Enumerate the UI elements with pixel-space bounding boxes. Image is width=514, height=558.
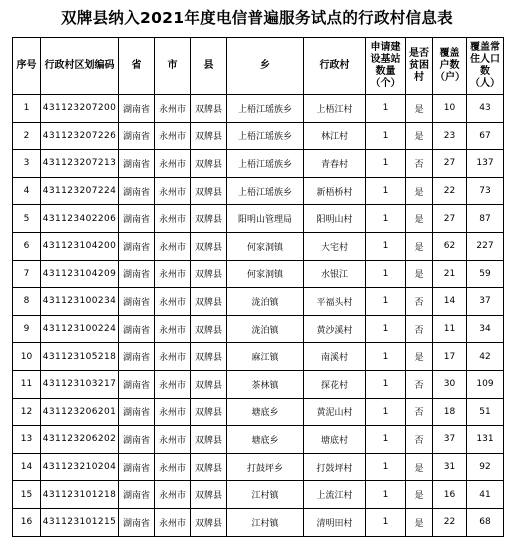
table-row (13, 370, 504, 398)
cell-seq: 5 (13, 205, 41, 233)
cell-county: 双牌县 (191, 315, 227, 343)
cell-code: 431123104209 (41, 260, 119, 288)
cell-code: 431123103217 (41, 370, 119, 398)
cell-households: 10 (433, 95, 467, 123)
cell-city: 永州市 (155, 481, 191, 509)
cell-households: 27 (433, 205, 467, 233)
cell-households: 27 (433, 150, 467, 178)
cell-stations: 1 (366, 232, 406, 260)
header-stations: 申请建设基站数量（个） (366, 38, 406, 95)
cell-county: 双牌县 (191, 398, 227, 426)
cell-township: 塘底乡 (227, 426, 304, 454)
cell-village: 黄沙溪村 (304, 315, 366, 343)
cell-households: 14 (433, 288, 467, 316)
cell-population: 131 (467, 426, 504, 454)
cell-village: 探花村 (304, 370, 366, 398)
header-village: 行政村 (304, 38, 366, 95)
cell-village: 水银江 (304, 260, 366, 288)
cell-province: 湖南省 (119, 232, 155, 260)
cell-stations: 1 (366, 370, 406, 398)
cell-stations: 1 (366, 150, 406, 178)
header-households: 覆盖户数（户） (433, 38, 467, 95)
cell-population: 68 (467, 508, 504, 536)
header-county: 县 (191, 38, 227, 95)
cell-stations: 1 (366, 398, 406, 426)
cell-county: 双牌县 (191, 508, 227, 536)
cell-households: 11 (433, 315, 467, 343)
cell-poor: 是 (406, 205, 433, 233)
cell-seq: 7 (13, 260, 41, 288)
cell-city: 永州市 (155, 205, 191, 233)
cell-stations: 1 (366, 177, 406, 205)
cell-village: 阳明山村 (304, 205, 366, 233)
table-row (13, 343, 504, 371)
cell-township: 阳明山管理局 (227, 205, 304, 233)
cell-stations: 1 (366, 453, 406, 481)
cell-code: 431123210204 (41, 453, 119, 481)
table-row (13, 481, 504, 509)
cell-stations: 1 (366, 481, 406, 509)
cell-city: 永州市 (155, 232, 191, 260)
cell-poor: 是 (406, 508, 433, 536)
cell-poor: 是 (406, 232, 433, 260)
cell-seq: 16 (13, 508, 41, 536)
cell-stations: 1 (366, 288, 406, 316)
cell-seq: 9 (13, 315, 41, 343)
cell-seq: 11 (13, 370, 41, 398)
cell-stations: 1 (366, 260, 406, 288)
cell-village: 平福头村 (304, 288, 366, 316)
cell-county: 双牌县 (191, 453, 227, 481)
cell-code: 431123207213 (41, 150, 119, 178)
cell-seq: 14 (13, 453, 41, 481)
cell-stations: 1 (366, 343, 406, 371)
cell-code: 431123105218 (41, 343, 119, 371)
cell-county: 双牌县 (191, 95, 227, 123)
cell-city: 永州市 (155, 122, 191, 150)
cell-province: 湖南省 (119, 343, 155, 371)
cell-village: 林江村 (304, 122, 366, 150)
cell-population: 87 (467, 205, 504, 233)
cell-township: 泷泊镇 (227, 315, 304, 343)
cell-households: 21 (433, 260, 467, 288)
cell-seq: 6 (13, 232, 41, 260)
cell-stations: 1 (366, 315, 406, 343)
cell-county: 双牌县 (191, 205, 227, 233)
cell-households: 30 (433, 370, 467, 398)
cell-households: 22 (433, 177, 467, 205)
table-row (13, 398, 504, 426)
header-poor: 是否贫困村 (406, 38, 433, 95)
cell-seq: 8 (13, 288, 41, 316)
cell-population: 42 (467, 343, 504, 371)
cell-poor: 是 (406, 453, 433, 481)
cell-households: 22 (433, 508, 467, 536)
cell-city: 永州市 (155, 370, 191, 398)
cell-stations: 1 (366, 508, 406, 536)
cell-village: 南溪村 (304, 343, 366, 371)
cell-population: 43 (467, 95, 504, 123)
cell-village: 上流江村 (304, 481, 366, 509)
table-row (13, 260, 504, 288)
table-row (13, 508, 504, 536)
header-province: 省 (119, 38, 155, 95)
cell-village: 新梧桥村 (304, 177, 366, 205)
cell-code: 431123206202 (41, 426, 119, 454)
cell-seq: 3 (13, 150, 41, 178)
header-seq: 序号 (13, 38, 41, 95)
cell-province: 湖南省 (119, 177, 155, 205)
cell-county: 双牌县 (191, 177, 227, 205)
table-row (13, 315, 504, 343)
cell-county: 双牌县 (191, 288, 227, 316)
cell-county: 双牌县 (191, 426, 227, 454)
cell-county: 双牌县 (191, 260, 227, 288)
table-row (13, 177, 504, 205)
cell-village: 清明田村 (304, 508, 366, 536)
cell-poor: 否 (406, 315, 433, 343)
cell-population: 73 (467, 177, 504, 205)
cell-households: 62 (433, 232, 467, 260)
cell-poor: 是 (406, 343, 433, 371)
cell-township: 上梧江瑶族乡 (227, 150, 304, 178)
cell-households: 23 (433, 122, 467, 150)
cell-city: 永州市 (155, 177, 191, 205)
cell-stations: 1 (366, 122, 406, 150)
cell-seq: 4 (13, 177, 41, 205)
cell-county: 双牌县 (191, 122, 227, 150)
cell-city: 永州市 (155, 288, 191, 316)
cell-county: 双牌县 (191, 343, 227, 371)
cell-county: 双牌县 (191, 150, 227, 178)
header-code: 行政村区划编码 (41, 38, 119, 95)
cell-province: 湖南省 (119, 205, 155, 233)
cell-poor: 是 (406, 260, 433, 288)
cell-township: 何家洞镇 (227, 260, 304, 288)
cell-village: 大宅村 (304, 232, 366, 260)
cell-county: 双牌县 (191, 370, 227, 398)
cell-code: 431123100224 (41, 315, 119, 343)
cell-code: 431123100234 (41, 288, 119, 316)
page-title: 双牌县纳入2021年度电信普遍服务试点的行政村信息表 (61, 9, 453, 27)
table-row (13, 426, 504, 454)
cell-code: 431123206201 (41, 398, 119, 426)
cell-population: 41 (467, 481, 504, 509)
cell-poor: 是 (406, 481, 433, 509)
cell-province: 湖南省 (119, 426, 155, 454)
cell-province: 湖南省 (119, 150, 155, 178)
table-row (13, 150, 504, 178)
cell-village: 青春村 (304, 150, 366, 178)
cell-poor: 否 (406, 150, 433, 178)
cell-village: 上梧江村 (304, 95, 366, 123)
cell-population: 59 (467, 260, 504, 288)
cell-stations: 1 (366, 95, 406, 123)
header-population: 覆盖常住人口数（人） (467, 38, 504, 95)
cell-population: 37 (467, 288, 504, 316)
cell-stations: 1 (366, 426, 406, 454)
cell-city: 永州市 (155, 508, 191, 536)
cell-township: 茶林镇 (227, 370, 304, 398)
cell-seq: 1 (13, 95, 41, 123)
cell-village: 黄泥山村 (304, 398, 366, 426)
table-row (13, 288, 504, 316)
cell-seq: 13 (13, 426, 41, 454)
cell-code: 431123207226 (41, 122, 119, 150)
cell-province: 湖南省 (119, 122, 155, 150)
cell-seq: 12 (13, 398, 41, 426)
header-row (13, 38, 504, 95)
cell-city: 永州市 (155, 315, 191, 343)
cell-households: 37 (433, 426, 467, 454)
cell-code: 431123101215 (41, 508, 119, 536)
cell-city: 永州市 (155, 260, 191, 288)
cell-township: 何家洞镇 (227, 232, 304, 260)
table-row (13, 205, 504, 233)
cell-province: 湖南省 (119, 95, 155, 123)
cell-code: 431123101218 (41, 481, 119, 509)
cell-code: 431123104200 (41, 232, 119, 260)
cell-poor: 否 (406, 398, 433, 426)
cell-stations: 1 (366, 205, 406, 233)
cell-city: 永州市 (155, 95, 191, 123)
cell-poor: 否 (406, 426, 433, 454)
cell-seq: 15 (13, 481, 41, 509)
table-row (13, 95, 504, 123)
cell-township: 上梧江瑶族乡 (227, 95, 304, 123)
cell-county: 双牌县 (191, 232, 227, 260)
cell-province: 湖南省 (119, 481, 155, 509)
cell-seq: 2 (13, 122, 41, 150)
cell-township: 上梧江瑶族乡 (227, 177, 304, 205)
cell-population: 227 (467, 232, 504, 260)
cell-poor: 是 (406, 122, 433, 150)
cell-township: 江村镇 (227, 508, 304, 536)
cell-poor: 否 (406, 288, 433, 316)
cell-poor: 是 (406, 177, 433, 205)
cell-province: 湖南省 (119, 260, 155, 288)
table-row (13, 453, 504, 481)
cell-township: 打鼓坪乡 (227, 453, 304, 481)
cell-city: 永州市 (155, 343, 191, 371)
cell-population: 137 (467, 150, 504, 178)
cell-population: 109 (467, 370, 504, 398)
cell-seq: 10 (13, 343, 41, 371)
village-info-table (12, 37, 504, 537)
cell-province: 湖南省 (119, 398, 155, 426)
cell-population: 92 (467, 453, 504, 481)
cell-township: 塘底乡 (227, 398, 304, 426)
cell-city: 永州市 (155, 426, 191, 454)
cell-township: 江村镇 (227, 481, 304, 509)
cell-province: 湖南省 (119, 288, 155, 316)
cell-city: 永州市 (155, 150, 191, 178)
cell-population: 51 (467, 398, 504, 426)
cell-county: 双牌县 (191, 481, 227, 509)
cell-households: 17 (433, 343, 467, 371)
cell-province: 湖南省 (119, 315, 155, 343)
cell-city: 永州市 (155, 398, 191, 426)
cell-code: 431123207224 (41, 177, 119, 205)
cell-province: 湖南省 (119, 508, 155, 536)
table-row (13, 232, 504, 260)
cell-province: 湖南省 (119, 370, 155, 398)
cell-poor: 是 (406, 95, 433, 123)
table-row (13, 122, 504, 150)
header-township: 乡 (227, 38, 304, 95)
cell-households: 31 (433, 453, 467, 481)
cell-township: 上梧江瑶族乡 (227, 122, 304, 150)
header-city: 市 (155, 38, 191, 95)
cell-population: 67 (467, 122, 504, 150)
cell-poor: 否 (406, 370, 433, 398)
cell-village: 塘底村 (304, 426, 366, 454)
cell-population: 34 (467, 315, 504, 343)
cell-code: 431123402206 (41, 205, 119, 233)
cell-village: 打鼓坪村 (304, 453, 366, 481)
cell-households: 18 (433, 398, 467, 426)
cell-code: 431123207200 (41, 95, 119, 123)
cell-households: 16 (433, 481, 467, 509)
cell-township: 麻江镇 (227, 343, 304, 371)
cell-city: 永州市 (155, 453, 191, 481)
cell-province: 湖南省 (119, 453, 155, 481)
cell-township: 泷泊镇 (227, 288, 304, 316)
